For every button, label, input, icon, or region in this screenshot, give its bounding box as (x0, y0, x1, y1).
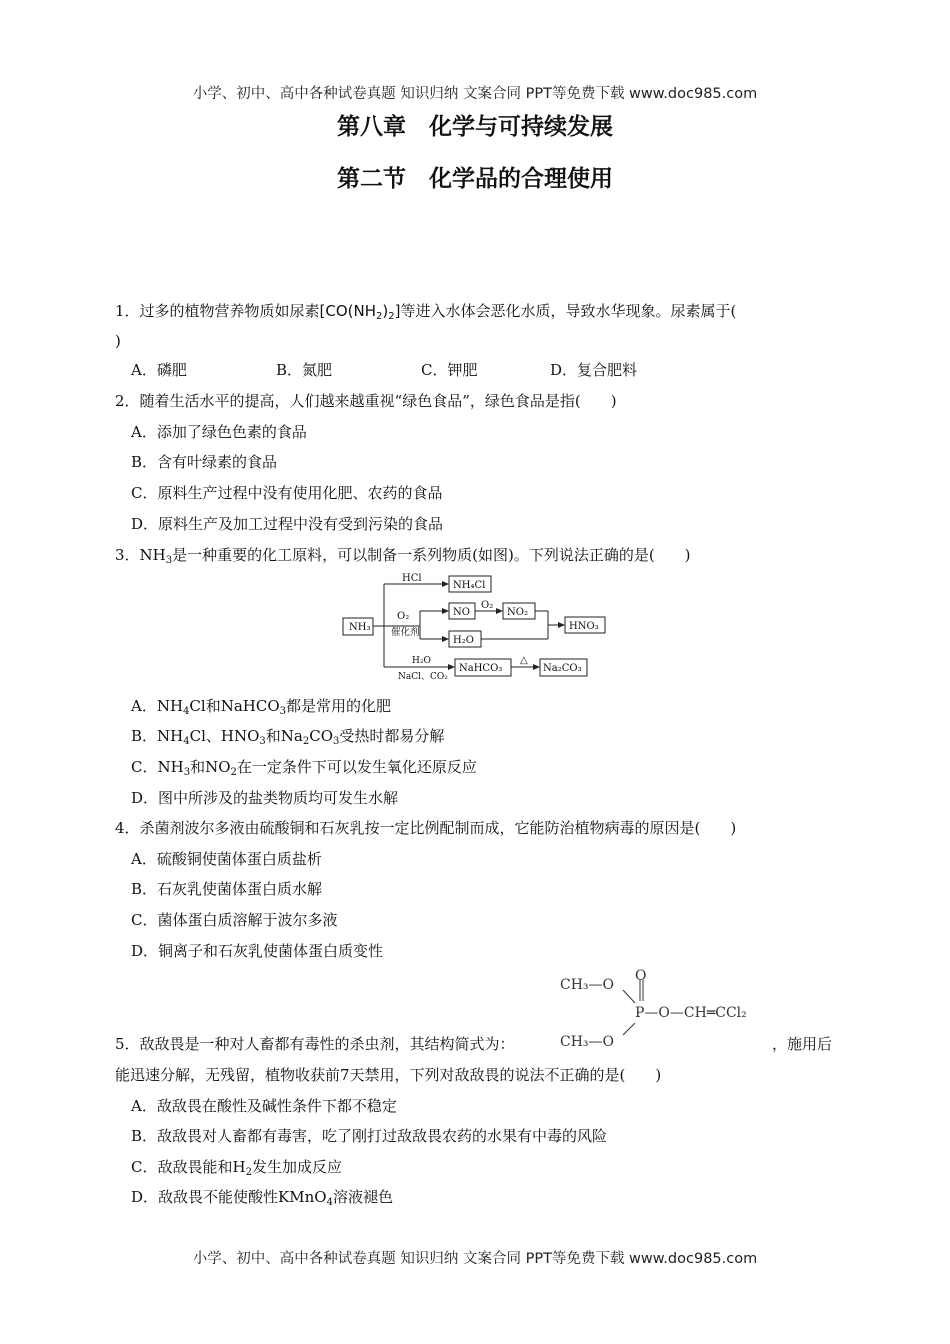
page-footer: 小学、初中、高中各种试卷真题 知识归纳 文案合同 PPT等免费下载 www.doc985.com (192, 1251, 758, 1267)
q2-option-d[interactable]: D．原料生产及加工过程中没有受到污染的食品 (131, 515, 444, 533)
q5-option-a[interactable]: A．敌敌畏在酸性及碱性条件下都不稳定 (131, 1097, 397, 1115)
q4-option-c[interactable]: C．菌体蛋白质溶解于波尔多液 (131, 911, 338, 929)
question-3-stem: 3．$NH_3$是一种重要的化工原料，可以制备一系列物质(如图)。下列说法正确的是( ) (115, 546, 691, 566)
question-5-stem: 5．敌敌畏是一种对人畜都有毒性的杀虫剂，其结构简式为： (115, 1035, 515, 1053)
dichlorvos-structure (555, 965, 780, 1055)
diagram-no: NO (453, 607, 470, 618)
question-1-stem: 1．过多的植物营养物质如尿素$[CO(NH_2)_2]$等进入水体会恶化水质，导致水华现象。尿素属于( (115, 302, 737, 322)
q1-option-c[interactable]: C．钾肥 (421, 361, 478, 379)
diagram-nh4cl: NH₄Cl (453, 580, 486, 591)
question-4-stem: 4．杀菌剂波尔多液由硫酸铜和石灰乳按一定比例配制而成，它能防治植物病毒的原因是( ) (115, 819, 737, 837)
diagram-nahco3: NaHCO₃ (459, 663, 503, 674)
q2-option-a[interactable]: A．添加了绿色色素的食品 (131, 423, 307, 441)
diagram-delta: △ (520, 655, 528, 666)
q4-option-a[interactable]: A．硫酸铜使菌体蛋白质盐析 (131, 850, 322, 868)
diagram-o2: O₂ (397, 611, 410, 622)
q1-option-a[interactable]: A．磷肥 (131, 361, 187, 379)
q5-option-b[interactable]: B．敌敌畏对人畜都有毒害，吃了刚打过敌敌畏农药的水果有中毒的风险 (131, 1127, 608, 1145)
structure-ch3-bottom: CH₃—O (560, 1034, 615, 1050)
section-title: 第二节 化学品的合理使用 (337, 166, 613, 192)
q4-option-b[interactable]: B．石灰乳使菌体蛋白质水解 (131, 880, 323, 898)
structure-p-chain: P—O—CH═CCl₂ (635, 1005, 747, 1021)
question-1-stem-cont: ) (115, 332, 121, 350)
diagram-h2o: H₂O (453, 635, 474, 646)
q5-option-c[interactable]: C．敌敌畏能和$H_2$发生加成反应 (131, 1158, 342, 1178)
structure-ch3-top: CH₃—O (560, 977, 615, 993)
diagram-o2-b: O₂ (481, 600, 494, 611)
question-5-stem-tail: ，施用后 (772, 1035, 833, 1053)
q4-option-d[interactable]: D．铜离子和石灰乳使菌体蛋白质变性 (131, 942, 384, 960)
q1-option-b[interactable]: B．氮肥 (276, 361, 333, 379)
q2-option-c[interactable]: C．原料生产过程中没有使用化肥、农药的食品 (131, 484, 443, 502)
diagram-nh3: NH₃ (349, 622, 371, 633)
diagram-h2o-b: H₂O (412, 656, 431, 666)
structure-o-double: O (635, 968, 647, 984)
q1-option-d[interactable]: D．复合肥料 (550, 361, 638, 379)
chapter-title: 第八章 化学与可持续发展 (337, 114, 613, 140)
question-5-stem-cont: 能迅速分解，无残留，植物收获前7天禁用，下列对敌敌畏的说法不正确的是( ) (115, 1066, 662, 1084)
diagram-na2co3: Na₂CO₃ (543, 663, 582, 674)
diagram-nacl-co2: NaCl、CO₂ (398, 672, 448, 682)
nh3-reaction-diagram (340, 568, 620, 684)
q5-option-d[interactable]: D．敌敌畏不能使酸性KMnO$_4$溶液褪色 (131, 1188, 393, 1208)
question-2-stem: 2．随着生活水平的提高，人们越来越重视“绿色食品”，绿色食品是指( ) (115, 392, 617, 410)
diagram-hno3: HNO₃ (569, 621, 599, 632)
q3-option-d[interactable]: D．图中所涉及的盐类物质均可发生水解 (131, 789, 399, 807)
page-header: 小学、初中、高中各种试卷真题 知识归纳 文案合同 PPT等免费下载 www.doc985.com (192, 86, 758, 102)
diagram-catalyst: 催化剂 (391, 627, 420, 638)
q3-option-c[interactable]: C．$NH_3$和$NO_2$在一定条件下可以发生氧化还原反应 (131, 758, 477, 778)
diagram-no2: NO₂ (507, 607, 528, 618)
q3-option-b[interactable]: B．$NH_4Cl$、$HNO_3$和$Na_2CO_3$受热时都易分解 (131, 727, 445, 747)
q3-option-a[interactable]: A．$NH_4Cl$和NaHCO$_3$都是常用的化肥 (131, 697, 392, 717)
diagram-hcl: HCl (402, 573, 422, 584)
urea-formula: $[CO(NH_2)_2]$ (319, 302, 401, 322)
q2-option-b[interactable]: B．含有叶绿素的食品 (131, 453, 278, 471)
